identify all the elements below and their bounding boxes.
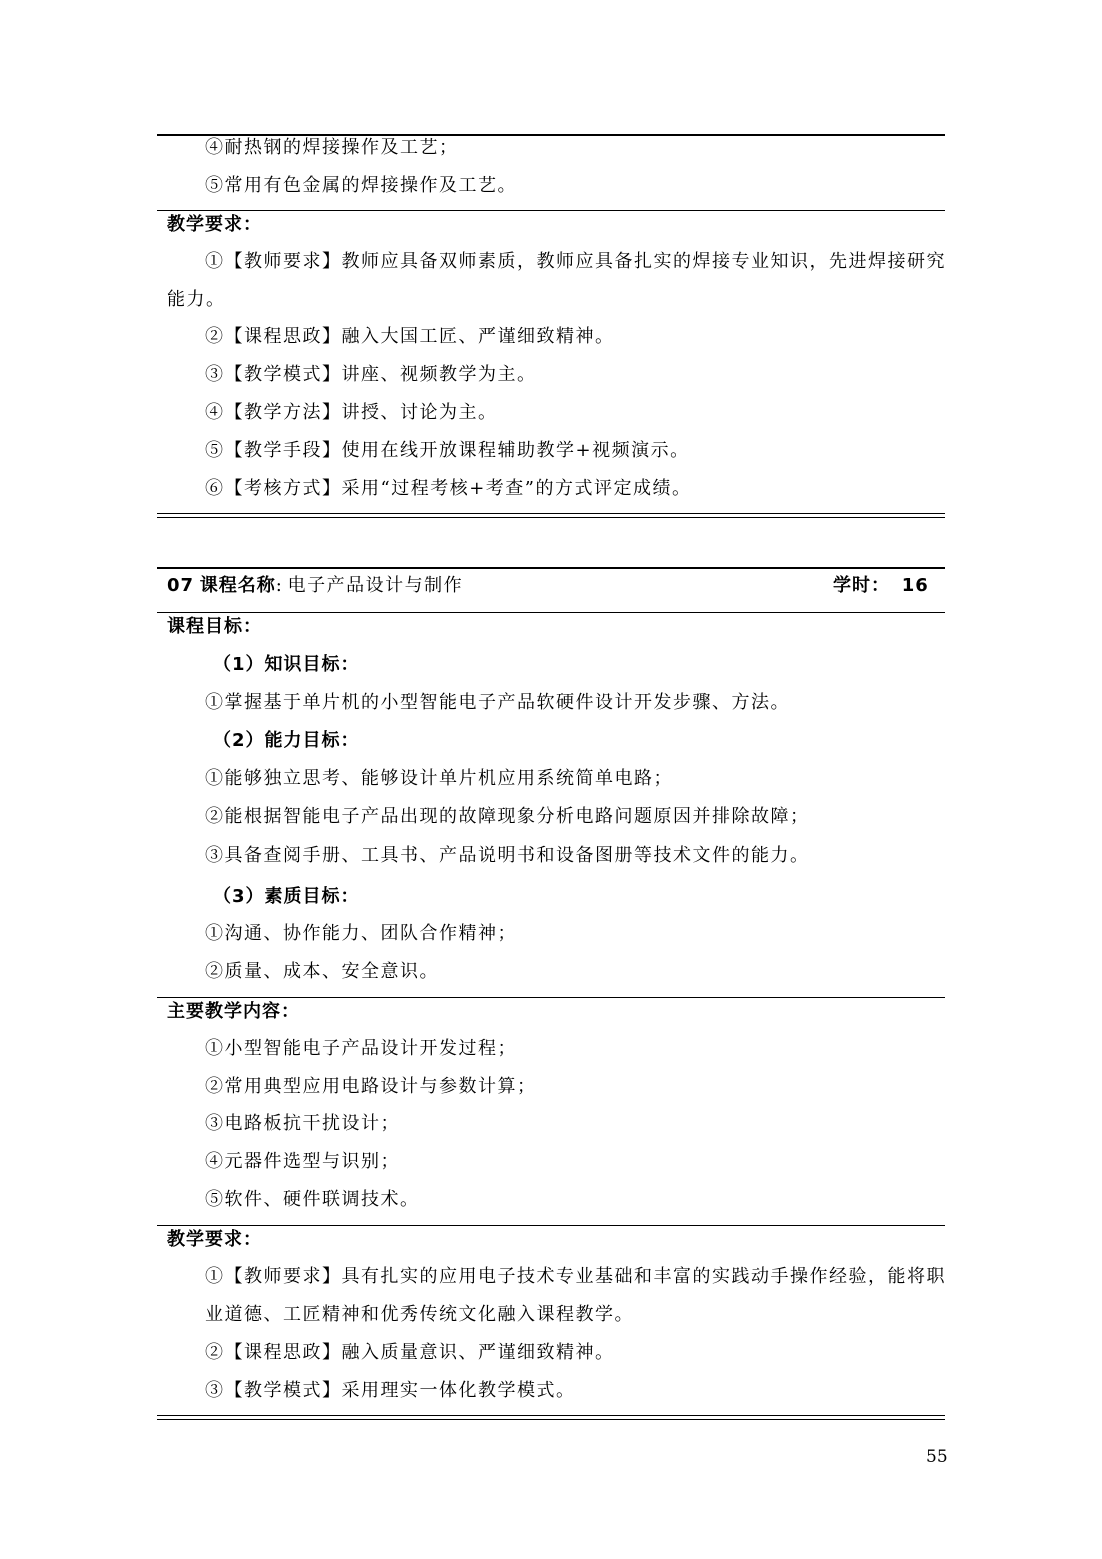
section-heading: 主要教学内容： (167, 1001, 300, 1022)
requirement-item: ②【课程思政】融入大国工匠、严谨细致精神。 (205, 326, 615, 347)
requirement-item: ③【教学模式】讲座、视频教学为主。 (205, 364, 537, 385)
objective-item: ③具备查阅手册、工具书、产品说明书和设备图册等技术文件的能力。 (205, 845, 810, 866)
content-item: ④元器件选型与识别； (205, 1151, 400, 1172)
requirement-item-continuation: 能力。 (167, 289, 226, 310)
table-bottom-rule-double (157, 517, 945, 518)
requirement-item: ③【教学模式】采用理实一体化教学模式。 (205, 1380, 576, 1401)
requirement-item: ⑤【教学手段】使用在线开放课程辅助教学+视频演示。 (205, 440, 690, 461)
course-hours-label: 学时： (833, 575, 890, 596)
section-heading: 教学要求： (167, 214, 262, 235)
course-hours (833, 574, 929, 598)
course-name-separator: : (275, 575, 282, 596)
requirement-item-continuation: 业道德、工匠精神和优秀传统文化融入课程教学。 (205, 1304, 634, 1325)
section-heading: 课程目标： (167, 616, 262, 637)
content-item: ②常用典型应用电路设计与参数计算； (205, 1076, 537, 1097)
requirement-item: ①【教师要求】教师应具备双师素质，教师应具备扎实的焊接专业知识，先进焊接研究 (205, 251, 946, 272)
objective-item: ②能根据智能电子产品出现的故障现象分析电路问题原因并排除故障； (205, 806, 810, 827)
subsection-heading: （3）素质目标： (213, 886, 360, 907)
requirement-item: ⑥【考核方式】采用“过程考核+考查”的方式评定成绩。 (205, 478, 692, 499)
content-item: ④耐热钢的焊接操作及工艺； (205, 137, 459, 158)
content-item: ①小型智能电子产品设计开发过程； (205, 1038, 517, 1059)
content-item: ⑤软件、硬件联调技术。 (205, 1189, 420, 1210)
section-divider (157, 210, 945, 211)
course-name-label: 课程名称 (199, 575, 276, 596)
table-bottom-rule (157, 513, 945, 514)
objective-item: ②质量、成本、安全意识。 (205, 961, 439, 982)
objective-item: ①能够独立思考、能够设计单片机应用系统简单电路； (205, 768, 673, 789)
requirement-item: ②【课程思政】融入质量意识、严谨细致精神。 (205, 1342, 615, 1363)
course-title-row (167, 574, 463, 598)
subsection-heading: （2）能力目标： (213, 730, 360, 751)
course-name: 电子产品设计与制作 (287, 575, 464, 596)
section-divider (157, 612, 945, 613)
section-heading: 教学要求： (167, 1229, 262, 1250)
section-divider (157, 1225, 945, 1226)
requirement-item: ①【教师要求】具有扎实的应用电子技术专业基础和丰富的实践动手操作经验，能将职 (205, 1266, 946, 1287)
objective-item: ①掌握基于单片机的小型智能电子产品软硬件设计开发步骤、方法。 (205, 692, 790, 713)
content-item: ⑤常用有色金属的焊接操作及工艺。 (205, 175, 517, 196)
section-divider (157, 997, 945, 998)
course-table-bottom-rule (157, 1415, 945, 1416)
course-hours-value: 16 (901, 575, 929, 596)
course-number: 07 (167, 575, 195, 596)
subsection-heading: （1）知识目标： (213, 654, 360, 675)
page-number: 55 (926, 1447, 948, 1467)
objective-item: ①沟通、协作能力、团队合作精神； (205, 923, 517, 944)
content-item: ③电路板抗干扰设计； (205, 1113, 400, 1134)
course-table-bottom-rule-double (157, 1419, 945, 1420)
requirement-item: ④【教学方法】讲授、讨论为主。 (205, 402, 498, 423)
course-table-top-rule (157, 567, 945, 569)
